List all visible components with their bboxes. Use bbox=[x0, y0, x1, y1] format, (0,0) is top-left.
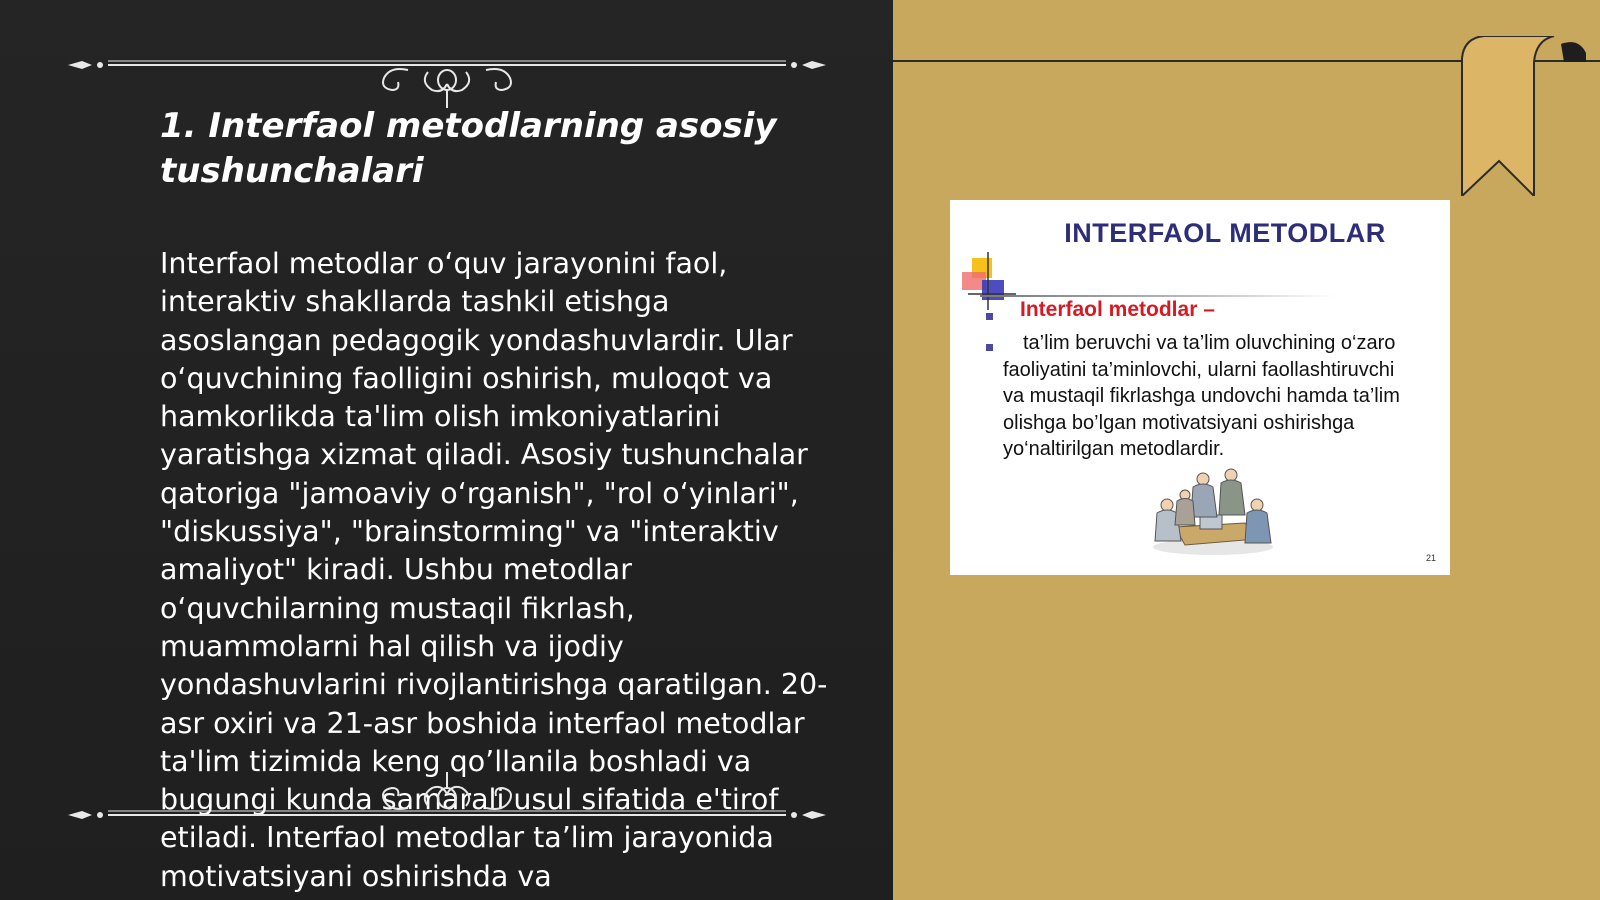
slide-title: 1. Interfaol metodlarning asosiy tushunchalari bbox=[160, 106, 777, 191]
bottom-ornament-icon bbox=[68, 772, 826, 832]
embedded-rule bbox=[980, 295, 1335, 297]
embedded-body: ta’lim beruvchi va ta’lim oluvchining o‘zaro faoliyatini ta’minlovchi, ularni faollashtiruvchi va mustaqil fikrlashga undovchi hamda ta’lim olishga bo’lgan motivatsiyani oshirishga yo‘naltirilgan metodlardir. bbox=[1003, 332, 1400, 460]
embedded-title: INTERFAOL METODLAR bbox=[1064, 218, 1386, 248]
embedded-page-number: 21 bbox=[1425, 553, 1436, 563]
bullet-icon bbox=[986, 313, 993, 320]
slide-body-text: Interfaol metodlar o‘quv jarayonini faol, interaktiv shakllarda tashkil etishga asoslangan pedagogik yondashuvlardir. Ular o‘quvchining faolligini oshirish, muloqot va hamkorlikda ta'lim olish imkoniyatlarini yaratishga xizmat qiladi. Asosiy tushunchalar qatoriga "jamoaviy o‘rganish", "rol o‘yinlari", "diskussiya", "brainstorming" va "interaktiv amaliyot" kiradi. Ushbu metodlar o‘quvchilarning mustaqil fikrlash, muammolarni hal qilish va ijodiy yondashuvlarini rivojlantirishga qaratilgan. 20-asr oxiri va 21-asr boshida interfaol metodlar ta'lim tizimida keng qo’llanila boshladi va bugungi kunda samarali usul sifatida e'tirof etiladi. Interfaol metodlar ta’lim jarayonida motivatsiyani oshirishda va bbox=[160, 247, 828, 893]
group-working-clipart-icon bbox=[1145, 465, 1280, 557]
right-panel bbox=[893, 0, 1600, 900]
colored-squares-icon bbox=[958, 252, 1018, 312]
embedded-slide-image bbox=[950, 200, 1450, 575]
bullet-icon bbox=[986, 344, 993, 351]
embedded-subtitle: Interfaol metodlar – bbox=[1020, 298, 1215, 321]
top-ornament-icon bbox=[68, 50, 826, 110]
bookmark-ribbon-icon bbox=[1436, 36, 1586, 196]
